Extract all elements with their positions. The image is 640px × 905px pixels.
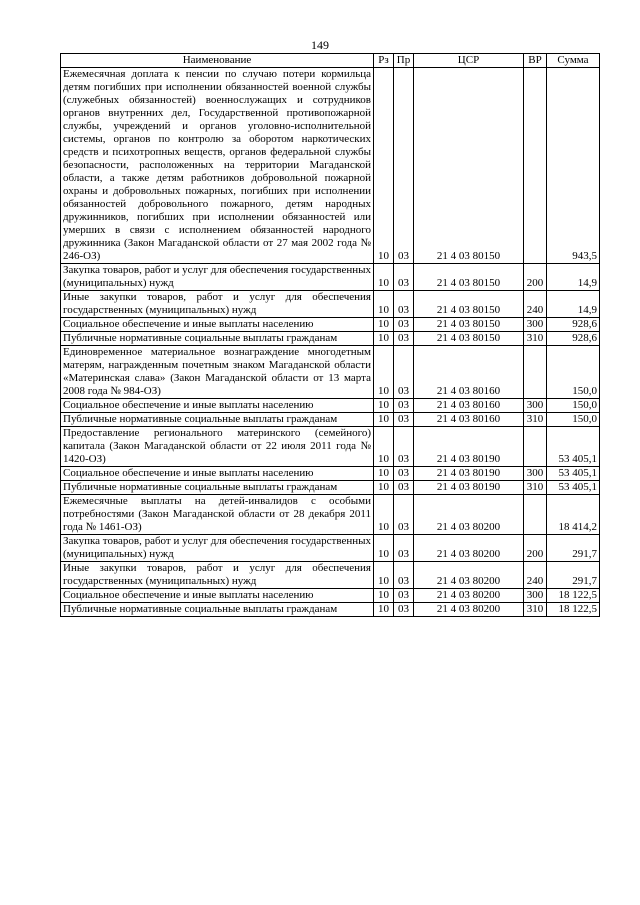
cell-pr: 03 (394, 467, 414, 481)
page-number: 149 (311, 38, 329, 52)
cell-sum: 928,6 (547, 318, 600, 332)
cell-name: Закупка товаров, работ и услуг для обеспечения государственных (муниципальных) нужд (61, 535, 374, 562)
cell-pr: 03 (394, 291, 414, 318)
cell-vr: 200 (524, 535, 547, 562)
cell-vr: 240 (524, 562, 547, 589)
cell-csr: 21 4 03 80190 (414, 427, 524, 467)
table-row (61, 332, 600, 346)
table-row (61, 413, 600, 427)
cell-name: Иные закупки товаров, работ и услуг для обеспечения государственных (муниципальных) нужд (61, 291, 374, 318)
cell-sum: 18 414,2 (547, 495, 600, 535)
table-header (61, 54, 600, 68)
column-header-sum: Сумма (547, 54, 600, 68)
cell-rz: 10 (374, 603, 394, 617)
cell-name: Социальное обеспечение и иные выплаты населению (61, 589, 374, 603)
cell-csr: 21 4 03 80150 (414, 318, 524, 332)
cell-name: Ежемесячная доплата к пенсии по случаю потери кормильца детям погибших при исполнении обязанностей военной службы (служебных обязанностей) военнослужащих и сотрудников органов внутренних дел, Государственной противопожарной службы, учреждений и органов уголовно-исполнительной системы, органов по контролю за оборотом наркотических средств и психотропных веществ, органов федеральной службы безопасности, расположенных на территории Магаданской области, а также детям работников добровольной пожарной охраны и добровольных пожарных, погибших при исполнении обязанностей добровольного пожарного, детям народных дружинников, погибших при исполнении обязанностей или умерших в связи с исполнением обязанностей народного дружинника (Закон Магаданской области от 27 мая 2002 года № 246-ОЗ) (61, 68, 374, 264)
table-row (61, 603, 600, 617)
cell-name: Социальное обеспечение и иные выплаты населению (61, 318, 374, 332)
cell-vr: 200 (524, 264, 547, 291)
table-row (61, 481, 600, 495)
cell-rz: 10 (374, 589, 394, 603)
cell-sum: 18 122,5 (547, 589, 600, 603)
cell-pr: 03 (394, 264, 414, 291)
column-header-vr: ВР (524, 54, 547, 68)
table-body (61, 68, 600, 617)
table-row (61, 495, 600, 535)
cell-vr: 310 (524, 332, 547, 346)
cell-name: Единовременное материальное вознаграждение многодетным матерям, награжденным почетным знаком Магаданской области «Материнская слава» (Закон Магаданской области от 13 марта 2008 года № 984-ОЗ) (61, 346, 374, 399)
cell-name: Социальное обеспечение и иные выплаты населению (61, 467, 374, 481)
cell-vr (524, 495, 547, 535)
table-row (61, 562, 600, 589)
column-header-csr: ЦСР (414, 54, 524, 68)
cell-pr: 03 (394, 562, 414, 589)
cell-vr: 310 (524, 603, 547, 617)
cell-csr: 21 4 03 80150 (414, 291, 524, 318)
cell-csr: 21 4 03 80150 (414, 68, 524, 264)
cell-sum: 14,9 (547, 291, 600, 318)
cell-pr: 03 (394, 346, 414, 399)
cell-rz: 10 (374, 467, 394, 481)
cell-rz: 10 (374, 427, 394, 467)
cell-rz: 10 (374, 346, 394, 399)
cell-sum: 53 405,1 (547, 467, 600, 481)
cell-name: Предоставление регионального материнского (семейного) капитала (Закон Магаданской области от 22 июля 2011 года № 1420-ОЗ) (61, 427, 374, 467)
cell-csr: 21 4 03 80160 (414, 346, 524, 399)
cell-name: Иные закупки товаров, работ и услуг для обеспечения государственных (муниципальных) нужд (61, 562, 374, 589)
cell-sum: 928,6 (547, 332, 600, 346)
cell-name: Публичные нормативные социальные выплаты гражданам (61, 603, 374, 617)
cell-pr: 03 (394, 68, 414, 264)
cell-csr: 21 4 03 80160 (414, 399, 524, 413)
cell-csr: 21 4 03 80200 (414, 535, 524, 562)
cell-rz: 10 (374, 291, 394, 318)
cell-pr: 03 (394, 332, 414, 346)
cell-pr: 03 (394, 399, 414, 413)
cell-sum: 18 122,5 (547, 603, 600, 617)
cell-rz: 10 (374, 332, 394, 346)
cell-pr: 03 (394, 535, 414, 562)
cell-pr: 03 (394, 427, 414, 467)
cell-vr: 310 (524, 413, 547, 427)
cell-csr: 21 4 03 80200 (414, 562, 524, 589)
cell-rz: 10 (374, 68, 394, 264)
cell-rz: 10 (374, 562, 394, 589)
cell-vr: 300 (524, 318, 547, 332)
cell-vr: 300 (524, 399, 547, 413)
cell-sum: 53 405,1 (547, 481, 600, 495)
cell-rz: 10 (374, 399, 394, 413)
table-row (61, 264, 600, 291)
cell-name: Ежемесячные выплаты на детей-инвалидов с особыми потребностями (Закон Магаданской области от 28 декабря 2011 года № 1461-ОЗ) (61, 495, 374, 535)
column-header-name: Наименование (61, 54, 374, 68)
cell-rz: 10 (374, 495, 394, 535)
table-row (61, 346, 600, 399)
cell-csr: 21 4 03 80200 (414, 603, 524, 617)
cell-sum: 14,9 (547, 264, 600, 291)
cell-pr: 03 (394, 413, 414, 427)
cell-name: Публичные нормативные социальные выплаты гражданам (61, 332, 374, 346)
table-row (61, 427, 600, 467)
cell-pr: 03 (394, 318, 414, 332)
cell-sum: 150,0 (547, 399, 600, 413)
cell-rz: 10 (374, 413, 394, 427)
cell-rz: 10 (374, 264, 394, 291)
table-row (61, 399, 600, 413)
cell-vr: 240 (524, 291, 547, 318)
cell-name: Публичные нормативные социальные выплаты гражданам (61, 413, 374, 427)
table-row (61, 68, 600, 264)
cell-vr: 300 (524, 467, 547, 481)
cell-csr: 21 4 03 80200 (414, 589, 524, 603)
cell-sum: 150,0 (547, 413, 600, 427)
cell-sum: 291,7 (547, 562, 600, 589)
table-row (61, 589, 600, 603)
column-header-rz: Рз (374, 54, 394, 68)
cell-vr: 300 (524, 589, 547, 603)
cell-rz: 10 (374, 535, 394, 562)
cell-rz: 10 (374, 318, 394, 332)
cell-name: Публичные нормативные социальные выплаты гражданам (61, 481, 374, 495)
table-row (61, 467, 600, 481)
table-row (61, 535, 600, 562)
cell-pr: 03 (394, 481, 414, 495)
cell-csr: 21 4 03 80190 (414, 481, 524, 495)
cell-sum: 150,0 (547, 346, 600, 399)
cell-vr (524, 346, 547, 399)
cell-csr: 21 4 03 80190 (414, 467, 524, 481)
cell-name: Социальное обеспечение и иные выплаты населению (61, 399, 374, 413)
cell-sum: 53 405,1 (547, 427, 600, 467)
header-row (61, 54, 600, 68)
cell-csr: 21 4 03 80160 (414, 413, 524, 427)
table-row (61, 291, 600, 318)
cell-vr (524, 427, 547, 467)
cell-sum: 291,7 (547, 535, 600, 562)
cell-pr: 03 (394, 603, 414, 617)
cell-pr: 03 (394, 589, 414, 603)
column-header-pr: Пр (394, 54, 414, 68)
cell-name: Закупка товаров, работ и услуг для обеспечения государственных (муниципальных) нужд (61, 264, 374, 291)
cell-csr: 21 4 03 80200 (414, 495, 524, 535)
cell-sum: 943,5 (547, 68, 600, 264)
table-row (61, 318, 600, 332)
budget-table (60, 53, 600, 617)
cell-vr (524, 68, 547, 264)
cell-rz: 10 (374, 481, 394, 495)
cell-csr: 21 4 03 80150 (414, 332, 524, 346)
cell-csr: 21 4 03 80150 (414, 264, 524, 291)
cell-pr: 03 (394, 495, 414, 535)
cell-vr: 310 (524, 481, 547, 495)
